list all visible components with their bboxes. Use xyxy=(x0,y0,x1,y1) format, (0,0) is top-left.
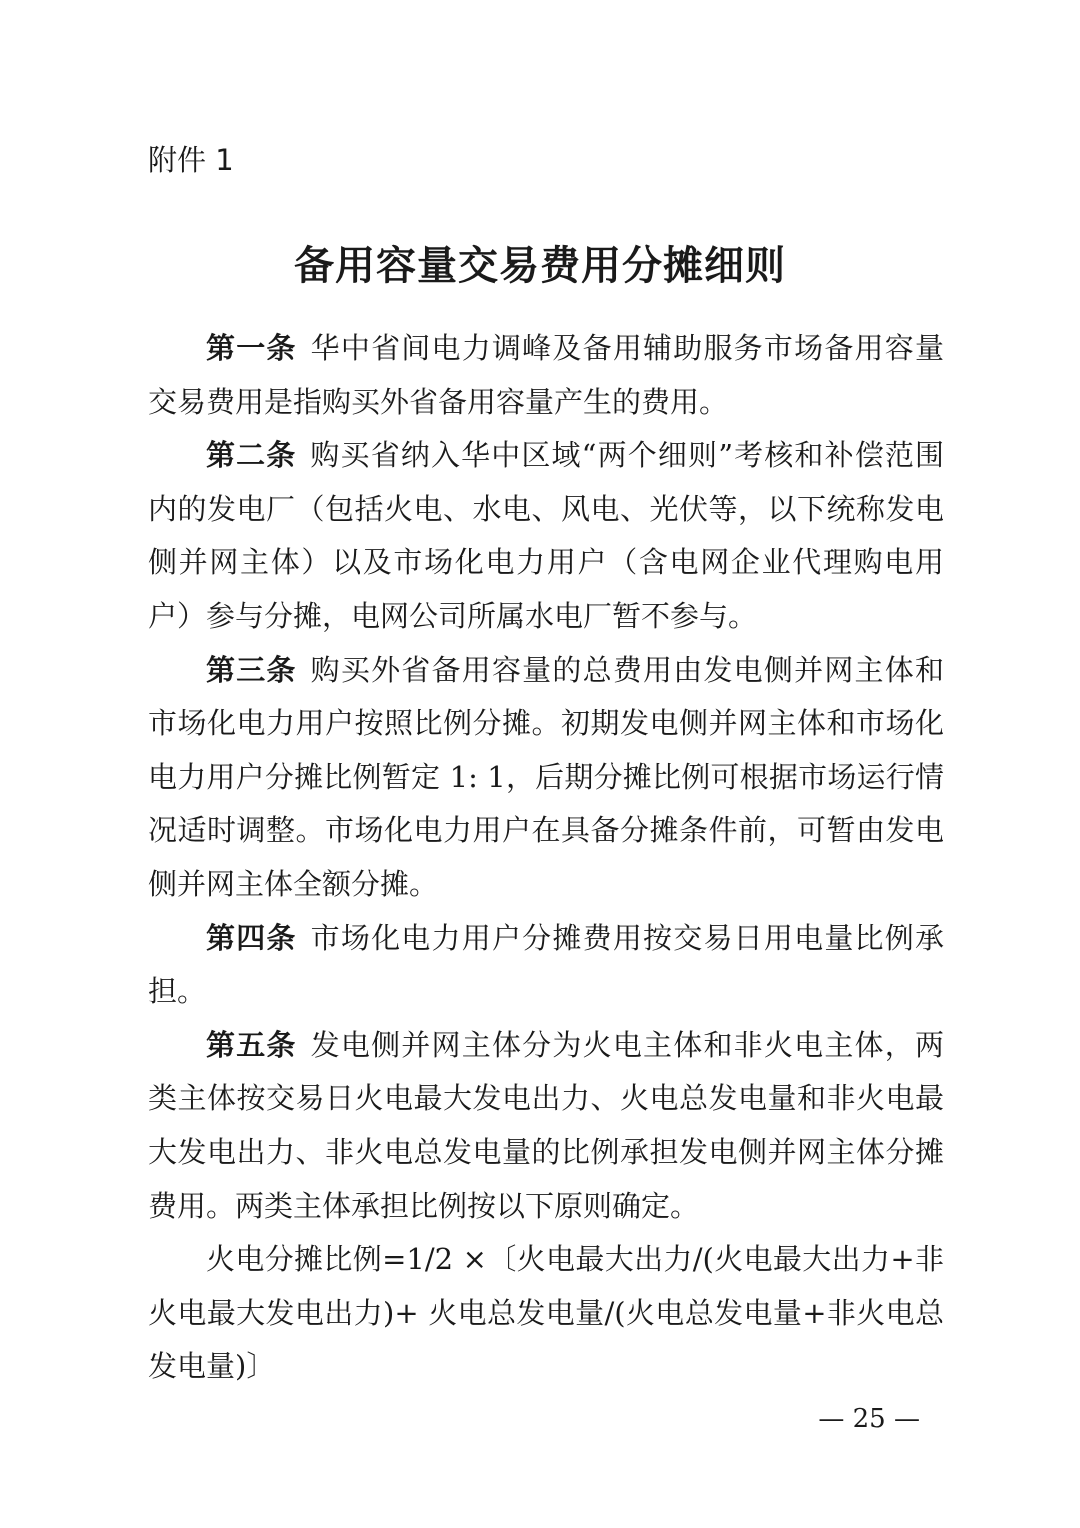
attachment-label: 附件 1 xyxy=(148,143,234,177)
formula: 火电分摊比例=1/2 ×〔火电最大出力/(火电最大出力+非火电最大发电出力)+ 火电总发电量/(火电总发电量+非火电总发电量)〕 xyxy=(148,1242,944,1384)
article-5 xyxy=(148,1019,944,1233)
article-5-label: 第五条 xyxy=(206,1027,297,1062)
page-number: — 25 — xyxy=(818,1404,920,1434)
article-2-text: 购买省纳入华中区域“两个细则”考核和补偿范围内的发电厂（包括火电、水电、风电、光伏等，以下统称发电侧并网主体）以及市场化电力用户（含电网企业代理购电用户）参与分摊，电网公司所属水电厂暂不参与。 xyxy=(148,438,944,633)
article-3 xyxy=(148,644,944,912)
article-1-text: 华中省间电力调峰及备用辅助服务市场备用容量交易费用是指购买外省备用容量产生的费用。 xyxy=(148,331,944,419)
article-4-label: 第四条 xyxy=(206,920,297,955)
article-1-label: 第一条 xyxy=(206,331,297,365)
document-body xyxy=(148,322,944,1394)
article-3-text: 购买外省备用容量的总费用由发电侧并网主体和市场化电力用户按照比例分摊。初期发电侧并网主体和市场化电力用户分摊比例暂定 1: 1，后期分摊比例可根据市场运行情况适时调整。市场化电力用户在具备分摊条件前，可暂由发电侧并网主体全额分摊。 xyxy=(148,652,944,901)
article-1 xyxy=(148,322,944,429)
article-2 xyxy=(148,429,944,643)
article-4-text: 市场化电力用户分摊费用按交易日用电量比例承担。 xyxy=(148,920,944,1009)
article-4 xyxy=(148,912,944,1019)
article-5-text: 发电侧并网主体分为火电主体和非火电主体，两类主体按交易日火电最大发电出力、火电总发电量和非火电最大发电出力、非火电总发电量的比例承担发电侧并网主体分摊费用。两类主体承担比例按以下原则确定。 xyxy=(148,1027,944,1223)
article-2-label: 第二条 xyxy=(206,438,297,473)
article-3-label: 第三条 xyxy=(206,652,297,687)
document-title: 备用容量交易费用分摊细则 xyxy=(294,243,786,289)
